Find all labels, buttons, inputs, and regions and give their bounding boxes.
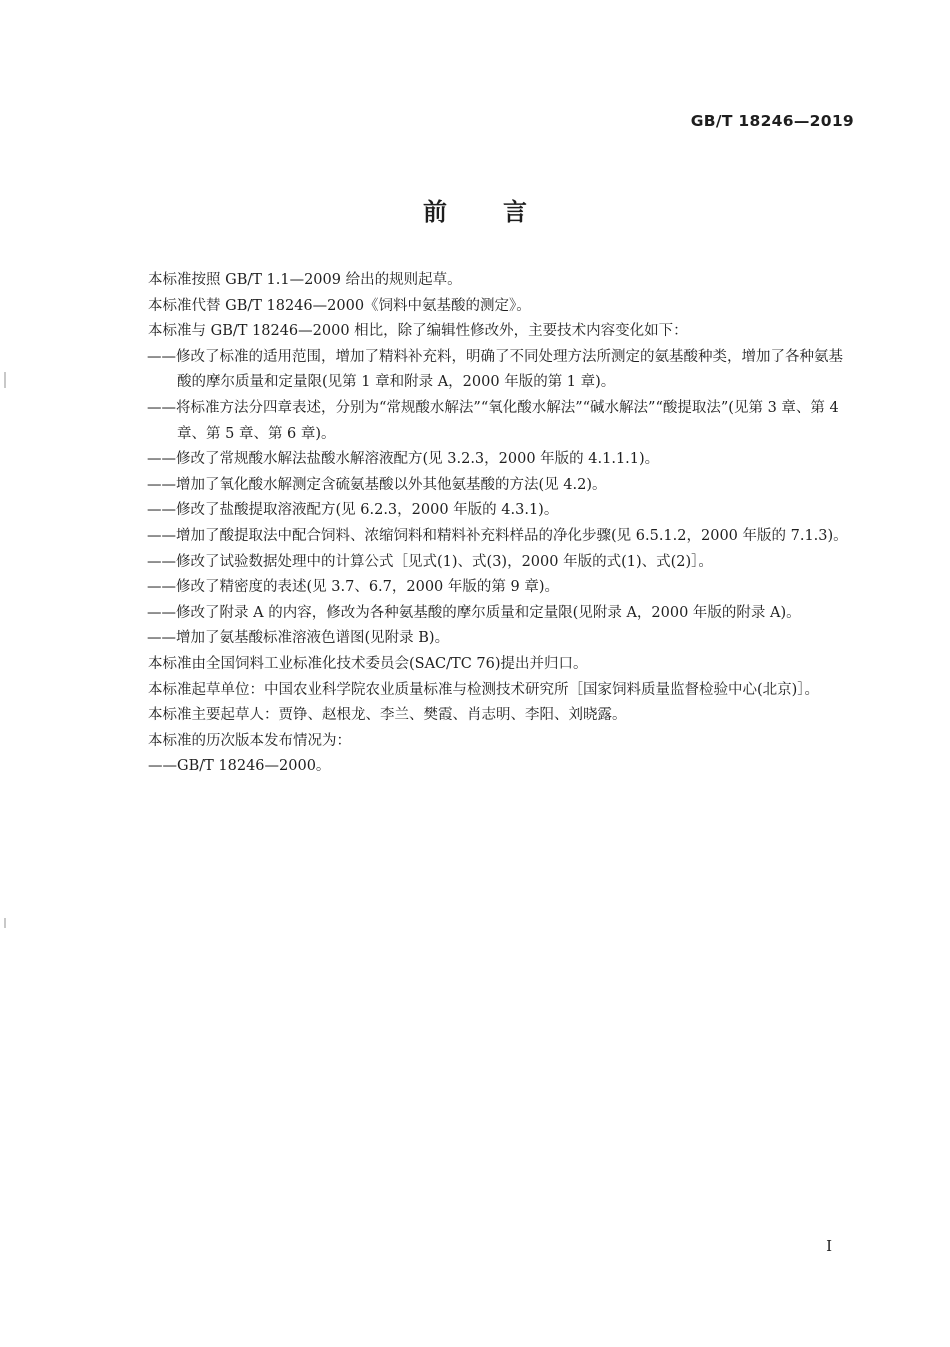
- document-number: GB/T 18246—2019: [690, 112, 854, 130]
- change-item: ——修改了试验数据处理中的计算公式［见式(1)、式(3)，2000 年版的式(1)、式(2)］。: [147, 553, 713, 570]
- change-item: ——修改了标准的适用范围，增加了精料补充料，明确了不同处理方法所测定的氨基酸种类，增加了各种氨基酸的摩尔质量和定量限(见第 1 章和附录 A，2000 年版的第 1 章)。: [147, 348, 843, 391]
- paragraph-changes-intro: 本标准与 GB/T 18246—2000 相比，除了编辑性修改外，主要技术内容变化如下：: [148, 323, 688, 340]
- paragraph-proposer: 本标准由全国饲料工业标准化技术委员会(SAC/TC 76)提出并归口。: [148, 655, 588, 672]
- history-item: ——GB/T 18246—2000。: [148, 758, 331, 775]
- change-item: ——增加了氨基酸标准溶液色谱图(见附录 B)。: [147, 630, 450, 647]
- paragraph-replaces: 本标准代替 GB/T 18246—2000《饲料中氨基酸的测定》。: [148, 297, 531, 314]
- change-item: ——修改了盐酸提取溶液配方(见 6.2.3，2000 年版的 4.3.1)。: [147, 502, 559, 519]
- change-item: ——增加了氧化酸水解测定含硫氨基酸以外其他氨基酸的方法(见 4.2)。: [147, 476, 607, 493]
- change-item: ——增加了酸提取法中配合饲料、浓缩饲料和精料补充料样品的净化步骤(见 6.5.1.2，2000 年版的 7.1.3)。: [147, 527, 848, 544]
- change-item: ——修改了附录 A 的内容，修改为各种氨基酸的摩尔质量和定量限(见附录 A，2000 年版的附录 A)。: [147, 604, 801, 621]
- paragraph-drafting-rules: 本标准按照 GB/T 1.1—2009 给出的规则起草。: [148, 272, 462, 288]
- change-item: ——将标准方法分四章表述，分别为“常规酸水解法”“氧化酸水解法”“碱水解法”“酸提取法”(见第 3 章、第 4 章、第 5 章、第 6 章)。: [147, 399, 839, 442]
- scan-edge-mark: [4, 918, 6, 928]
- foreword-body: [118, 268, 855, 780]
- paragraph-history-intro: 本标准的历次版本发布情况为：: [148, 732, 351, 749]
- change-item: ——修改了常规酸水解法盐酸水解溶液配方(见 3.2.3，2000 年版的 4.1.1.1)。: [147, 451, 660, 468]
- change-item: ——修改了精密度的表述(见 3.7、6.7，2000 年版的第 9 章)。: [147, 579, 559, 596]
- scan-edge-mark: [4, 372, 6, 388]
- paragraph-drafting-unit: 本标准起草单位：中国农业科学院农业质量标准与检测技术研究所［国家饲料质量监督检验中心(北京)］。: [148, 681, 820, 698]
- paragraph-drafters: 本标准主要起草人：贾铮、赵根龙、李兰、樊霞、肖志明、李阳、刘晓露。: [148, 707, 627, 724]
- page-number: I: [826, 1237, 832, 1255]
- page-title: 前言: [423, 198, 583, 226]
